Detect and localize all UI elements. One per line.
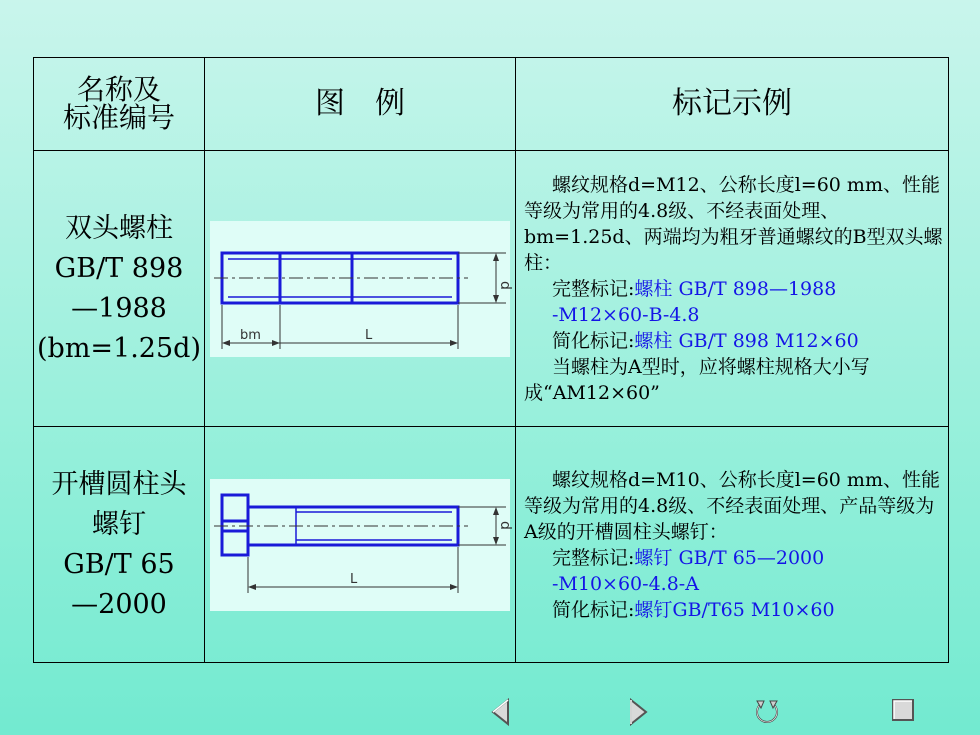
full-mark-value: 螺钉 GB/T 65—2000: [634, 546, 825, 569]
stud-note: 当螺柱为A型时，应将螺柱规格大小写成“AM12×60”: [524, 355, 870, 404]
screw-figure: [210, 479, 513, 611]
screw-label-d: d: [497, 520, 513, 530]
stud-figure: [210, 221, 513, 357]
header-name-line2: 标准编号: [62, 101, 175, 134]
screw-description: 螺纹规格d=M10、公称长度l=60 mm、性能等级为常用的4.8级、不经表面处理、产品等级为A级的开槽圆柱头螺钉：: [524, 468, 940, 543]
header-name: [34, 58, 205, 151]
next-arrow-icon[interactable]: [625, 697, 651, 727]
screw-label-l: L: [350, 571, 358, 587]
header-figure: 图 例: [205, 58, 516, 151]
full-mark-value: 螺柱 GB/T 898—1988: [634, 277, 837, 300]
stud-ratio: (bm=1.25d): [37, 332, 201, 364]
stud-label-bm: bm: [240, 327, 261, 343]
standards-table: [33, 57, 949, 663]
screw-name-cell: [34, 427, 205, 663]
table-header-row: [34, 58, 949, 151]
screw-name: 开槽圆柱头: [51, 468, 187, 500]
stud-name-cell: [34, 151, 205, 427]
short-mark-value: 螺钉GB/T65 M10×60: [634, 598, 835, 621]
stud-figure-cell: [205, 151, 516, 427]
short-mark-label: 简化标记:: [552, 329, 635, 352]
stud-year: —1988: [71, 292, 167, 324]
stud-description: 螺纹规格d=M12、公称长度l=60 mm、性能等级为常用的4.8级、不经表面处理、bm=1.25d、两端均为粗牙普通螺纹的B型双头螺柱：: [524, 173, 943, 274]
screw-mark-cell: [516, 427, 949, 663]
stud-name: 双头螺柱: [65, 212, 173, 244]
stop-square-icon[interactable]: [890, 697, 916, 723]
screw-short-mark: [524, 597, 944, 623]
full-mark-value-cont: -M12×60-B-4.8: [552, 303, 700, 326]
header-mark: 标记示例: [516, 58, 949, 151]
screw-drawing: [210, 479, 513, 607]
full-mark-label: 完整标记:: [552, 546, 635, 569]
stud-mark-cell: [516, 151, 949, 427]
table-row: [34, 427, 949, 663]
stud-full-mark: [524, 276, 944, 328]
full-mark-label: 完整标记:: [552, 277, 635, 300]
full-mark-value-cont: -M10×60-4.8-A: [552, 572, 699, 595]
screw-year: —2000: [71, 588, 167, 620]
header-name-line1: 名称及: [76, 73, 161, 106]
stud-label-d: d: [497, 280, 513, 290]
stud-label-l: L: [365, 327, 373, 343]
table-row: [34, 151, 949, 427]
screw-name-cont: 螺钉: [92, 508, 146, 540]
screw-figure-cell: [205, 427, 516, 663]
screw-full-mark: [524, 545, 944, 597]
prev-arrow-icon[interactable]: [488, 697, 514, 727]
short-mark-label: 简化标记:: [552, 598, 635, 621]
stud-standard: GB/T 898: [54, 252, 184, 284]
stud-drawing: [210, 221, 513, 353]
screw-standard: GB/T 65: [63, 548, 175, 580]
short-mark-value: 螺柱 GB/T 898 M12×60: [634, 329, 859, 352]
stud-short-mark: [524, 328, 944, 354]
return-icon[interactable]: [752, 697, 782, 727]
